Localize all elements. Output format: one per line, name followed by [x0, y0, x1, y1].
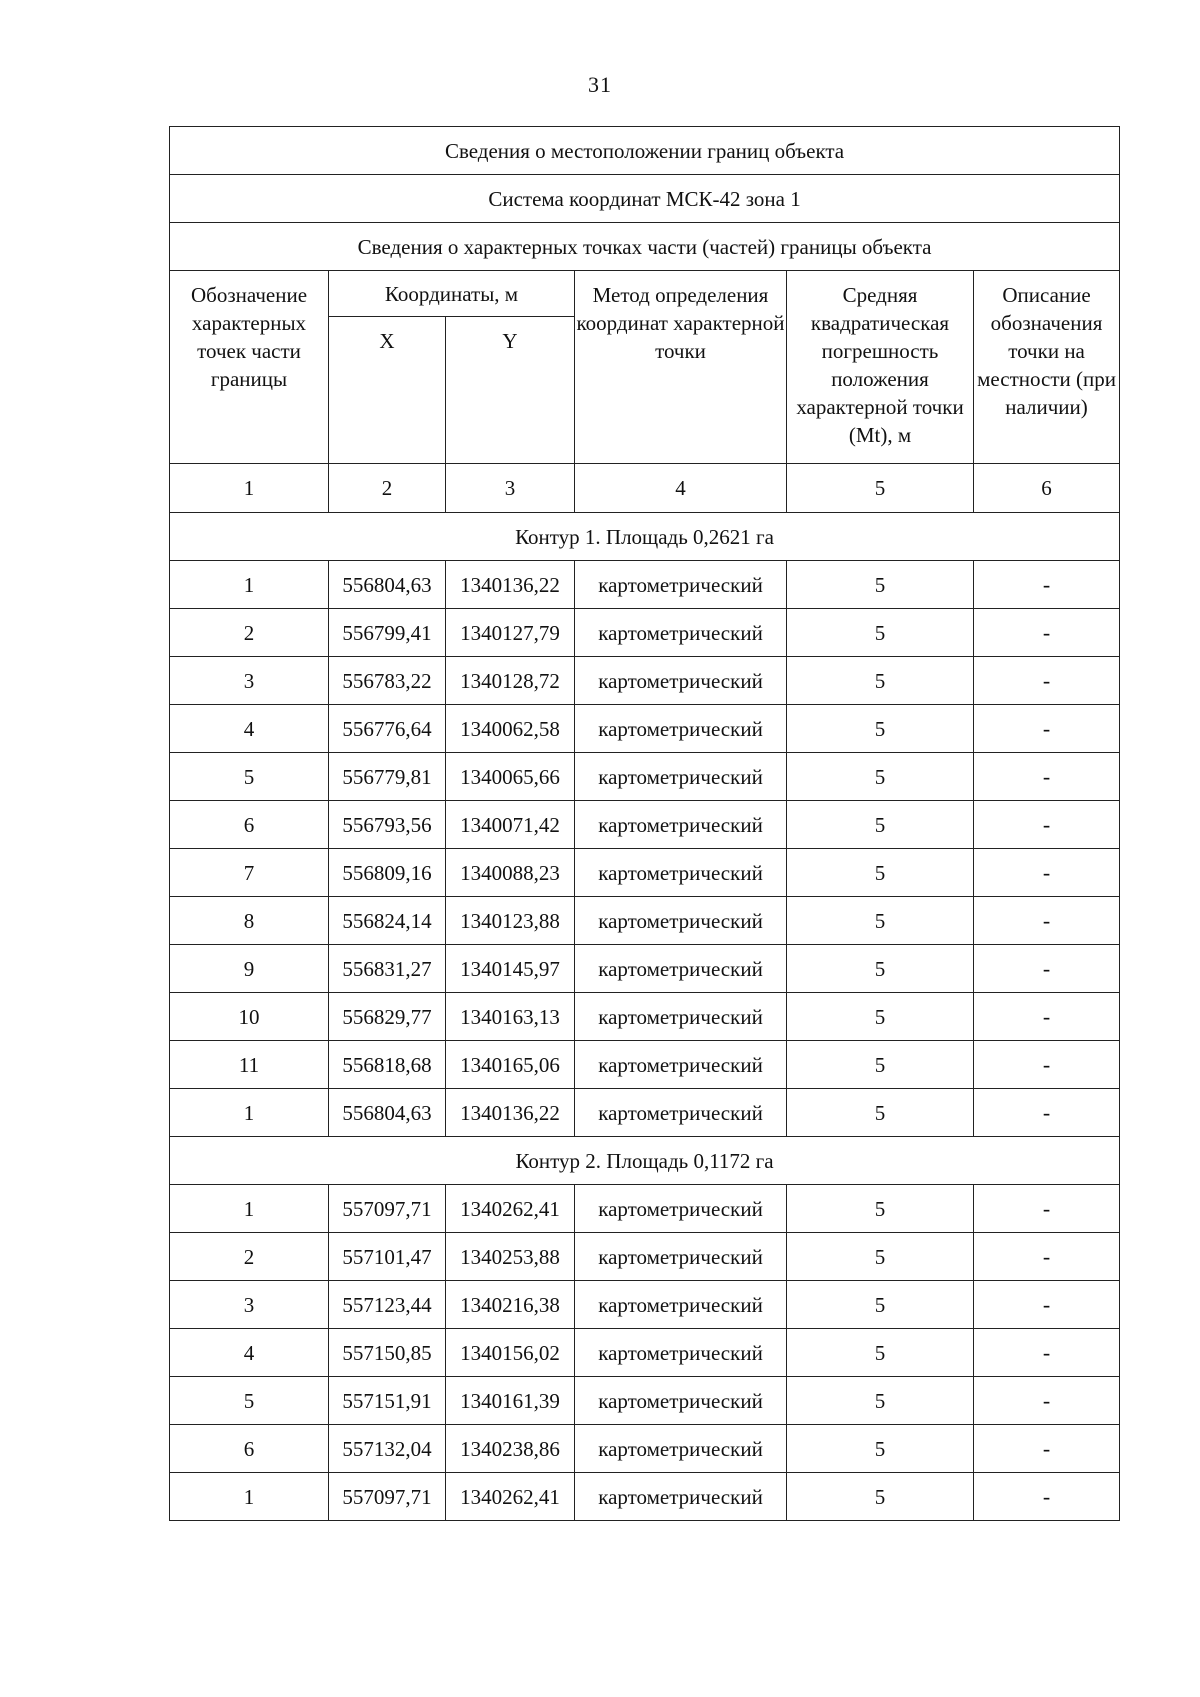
description-cell: -: [974, 801, 1120, 849]
x-coordinate-cell: 556799,41: [329, 609, 446, 657]
y-coordinate-cell: 1340062,58: [446, 705, 575, 753]
point-number-cell: 6: [170, 1425, 329, 1473]
error-cell: 5: [787, 993, 974, 1041]
table-row: [170, 1473, 1120, 1521]
method-cell: картометрический: [575, 753, 787, 801]
header-coordinates: Координаты, м: [329, 271, 575, 317]
description-cell: -: [974, 705, 1120, 753]
description-cell: -: [974, 1329, 1120, 1377]
point-number-cell: 1: [170, 1089, 329, 1137]
error-cell: 5: [787, 753, 974, 801]
method-cell: картометрический: [575, 1329, 787, 1377]
method-cell: картометрический: [575, 705, 787, 753]
point-number-cell: 10: [170, 993, 329, 1041]
description-cell: -: [974, 1233, 1120, 1281]
column-numbers-row: [170, 464, 1120, 513]
method-cell: картометрический: [575, 1041, 787, 1089]
point-number-cell: 4: [170, 1329, 329, 1377]
x-coordinate-cell: 556776,64: [329, 705, 446, 753]
y-coordinate-cell: 1340238,86: [446, 1425, 575, 1473]
point-number-cell: 11: [170, 1041, 329, 1089]
error-cell: 5: [787, 945, 974, 993]
point-number-cell: 3: [170, 657, 329, 705]
method-cell: картометрический: [575, 657, 787, 705]
column-number: 3: [446, 464, 575, 513]
error-cell: 5: [787, 1377, 974, 1425]
y-coordinate-cell: 1340262,41: [446, 1185, 575, 1233]
table-row: [170, 609, 1120, 657]
x-coordinate-cell: 556809,16: [329, 849, 446, 897]
description-cell: -: [974, 993, 1120, 1041]
header-y: Y: [446, 317, 575, 464]
point-number-cell: 9: [170, 945, 329, 993]
point-number-cell: 5: [170, 753, 329, 801]
y-coordinate-cell: 1340262,41: [446, 1473, 575, 1521]
y-coordinate-cell: 1340128,72: [446, 657, 575, 705]
method-cell: картометрический: [575, 1473, 787, 1521]
column-number: 2: [329, 464, 446, 513]
method-cell: картометрический: [575, 849, 787, 897]
x-coordinate-cell: 556831,27: [329, 945, 446, 993]
method-cell: картометрический: [575, 561, 787, 609]
coordinate-system: Система координат МСК-42 зона 1: [170, 175, 1120, 223]
y-coordinate-cell: 1340156,02: [446, 1329, 575, 1377]
column-number: 1: [170, 464, 329, 513]
method-cell: картометрический: [575, 801, 787, 849]
point-number-cell: 4: [170, 705, 329, 753]
error-cell: 5: [787, 657, 974, 705]
contour-title: Контур 2. Площадь 0,1172 га: [170, 1137, 1120, 1185]
error-cell: 5: [787, 1473, 974, 1521]
y-coordinate-cell: 1340145,97: [446, 945, 575, 993]
header-error: Средняя квадратическая погрешность положения характерной точки (Mt), м: [787, 271, 974, 464]
table-title: Сведения о местоположении границ объекта: [170, 127, 1120, 175]
method-cell: картометрический: [575, 897, 787, 945]
table-row: [170, 1329, 1120, 1377]
error-cell: 5: [787, 897, 974, 945]
x-coordinate-cell: 557123,44: [329, 1281, 446, 1329]
y-coordinate-cell: 1340163,13: [446, 993, 575, 1041]
header-x: X: [329, 317, 446, 464]
table-row: [170, 801, 1120, 849]
error-cell: 5: [787, 1425, 974, 1473]
x-coordinate-cell: 557132,04: [329, 1425, 446, 1473]
y-coordinate-cell: 1340065,66: [446, 753, 575, 801]
method-cell: картометрический: [575, 1233, 787, 1281]
x-coordinate-cell: 556804,63: [329, 1089, 446, 1137]
error-cell: 5: [787, 1185, 974, 1233]
contour-title: Контур 1. Площадь 0,2621 га: [170, 513, 1120, 561]
table-row: [170, 705, 1120, 753]
description-cell: -: [974, 1473, 1120, 1521]
table-row: [170, 897, 1120, 945]
point-number-cell: 6: [170, 801, 329, 849]
header-description: Описание обозначения точки на местности (при наличии): [974, 271, 1120, 464]
description-cell: -: [974, 753, 1120, 801]
coordinates-table: [169, 126, 1120, 1521]
error-cell: 5: [787, 1281, 974, 1329]
table-row: [170, 945, 1120, 993]
y-coordinate-cell: 1340165,06: [446, 1041, 575, 1089]
x-coordinate-cell: 556824,14: [329, 897, 446, 945]
x-coordinate-cell: 556783,22: [329, 657, 446, 705]
error-cell: 5: [787, 561, 974, 609]
description-cell: -: [974, 1041, 1120, 1089]
description-cell: -: [974, 609, 1120, 657]
x-coordinate-cell: 557151,91: [329, 1377, 446, 1425]
point-number-cell: 8: [170, 897, 329, 945]
description-cell: -: [974, 1185, 1120, 1233]
x-coordinate-cell: 557097,71: [329, 1473, 446, 1521]
table-subtitle: Сведения о характерных точках части (частей) границы объекта: [170, 223, 1120, 271]
description-cell: -: [974, 849, 1120, 897]
error-cell: 5: [787, 849, 974, 897]
y-coordinate-cell: 1340161,39: [446, 1377, 575, 1425]
method-cell: картометрический: [575, 993, 787, 1041]
x-coordinate-cell: 557097,71: [329, 1185, 446, 1233]
method-cell: картометрический: [575, 1377, 787, 1425]
error-cell: 5: [787, 609, 974, 657]
table-row: [170, 1281, 1120, 1329]
x-coordinate-cell: 556779,81: [329, 753, 446, 801]
x-coordinate-cell: 556818,68: [329, 1041, 446, 1089]
point-number-cell: 1: [170, 1185, 329, 1233]
y-coordinate-cell: 1340071,42: [446, 801, 575, 849]
description-cell: -: [974, 897, 1120, 945]
point-number-cell: 1: [170, 1473, 329, 1521]
y-coordinate-cell: 1340088,23: [446, 849, 575, 897]
description-cell: -: [974, 945, 1120, 993]
table-row: [170, 1089, 1120, 1137]
description-cell: -: [974, 657, 1120, 705]
contour-header-row: [170, 1137, 1120, 1185]
table-row: [170, 1377, 1120, 1425]
error-cell: 5: [787, 1089, 974, 1137]
point-number-cell: 3: [170, 1281, 329, 1329]
y-coordinate-cell: 1340127,79: [446, 609, 575, 657]
error-cell: 5: [787, 1329, 974, 1377]
point-number-cell: 2: [170, 609, 329, 657]
description-cell: -: [974, 1377, 1120, 1425]
x-coordinate-cell: 556829,77: [329, 993, 446, 1041]
column-number: 5: [787, 464, 974, 513]
method-cell: картометрический: [575, 1425, 787, 1473]
header-method: Метод определения координат характерной точки: [575, 271, 787, 464]
method-cell: картометрический: [575, 945, 787, 993]
page-number: 31: [588, 72, 612, 97]
contour-header-row: [170, 513, 1120, 561]
method-cell: картометрический: [575, 609, 787, 657]
y-coordinate-cell: 1340216,38: [446, 1281, 575, 1329]
x-coordinate-cell: 556804,63: [329, 561, 446, 609]
method-cell: картометрический: [575, 1185, 787, 1233]
error-cell: 5: [787, 1233, 974, 1281]
description-cell: -: [974, 1089, 1120, 1137]
column-number: 6: [974, 464, 1120, 513]
y-coordinate-cell: 1340253,88: [446, 1233, 575, 1281]
description-cell: -: [974, 1425, 1120, 1473]
table-row: [170, 1185, 1120, 1233]
table-row: [170, 849, 1120, 897]
description-cell: -: [974, 1281, 1120, 1329]
table-row: [170, 657, 1120, 705]
point-number-cell: 1: [170, 561, 329, 609]
table-row: [170, 1041, 1120, 1089]
table-row: [170, 1233, 1120, 1281]
point-number-cell: 7: [170, 849, 329, 897]
y-coordinate-cell: 1340123,88: [446, 897, 575, 945]
method-cell: картометрический: [575, 1089, 787, 1137]
table-row: [170, 1425, 1120, 1473]
x-coordinate-cell: 556793,56: [329, 801, 446, 849]
table-row: [170, 993, 1120, 1041]
x-coordinate-cell: 557150,85: [329, 1329, 446, 1377]
error-cell: 5: [787, 705, 974, 753]
y-coordinate-cell: 1340136,22: [446, 561, 575, 609]
description-cell: -: [974, 561, 1120, 609]
point-number-cell: 2: [170, 1233, 329, 1281]
y-coordinate-cell: 1340136,22: [446, 1089, 575, 1137]
error-cell: 5: [787, 1041, 974, 1089]
table-row: [170, 561, 1120, 609]
header-designation: Обозначение характерных точек части границы: [170, 271, 329, 464]
error-cell: 5: [787, 801, 974, 849]
point-number-cell: 5: [170, 1377, 329, 1425]
table-row: [170, 753, 1120, 801]
method-cell: картометрический: [575, 1281, 787, 1329]
column-number: 4: [575, 464, 787, 513]
x-coordinate-cell: 557101,47: [329, 1233, 446, 1281]
